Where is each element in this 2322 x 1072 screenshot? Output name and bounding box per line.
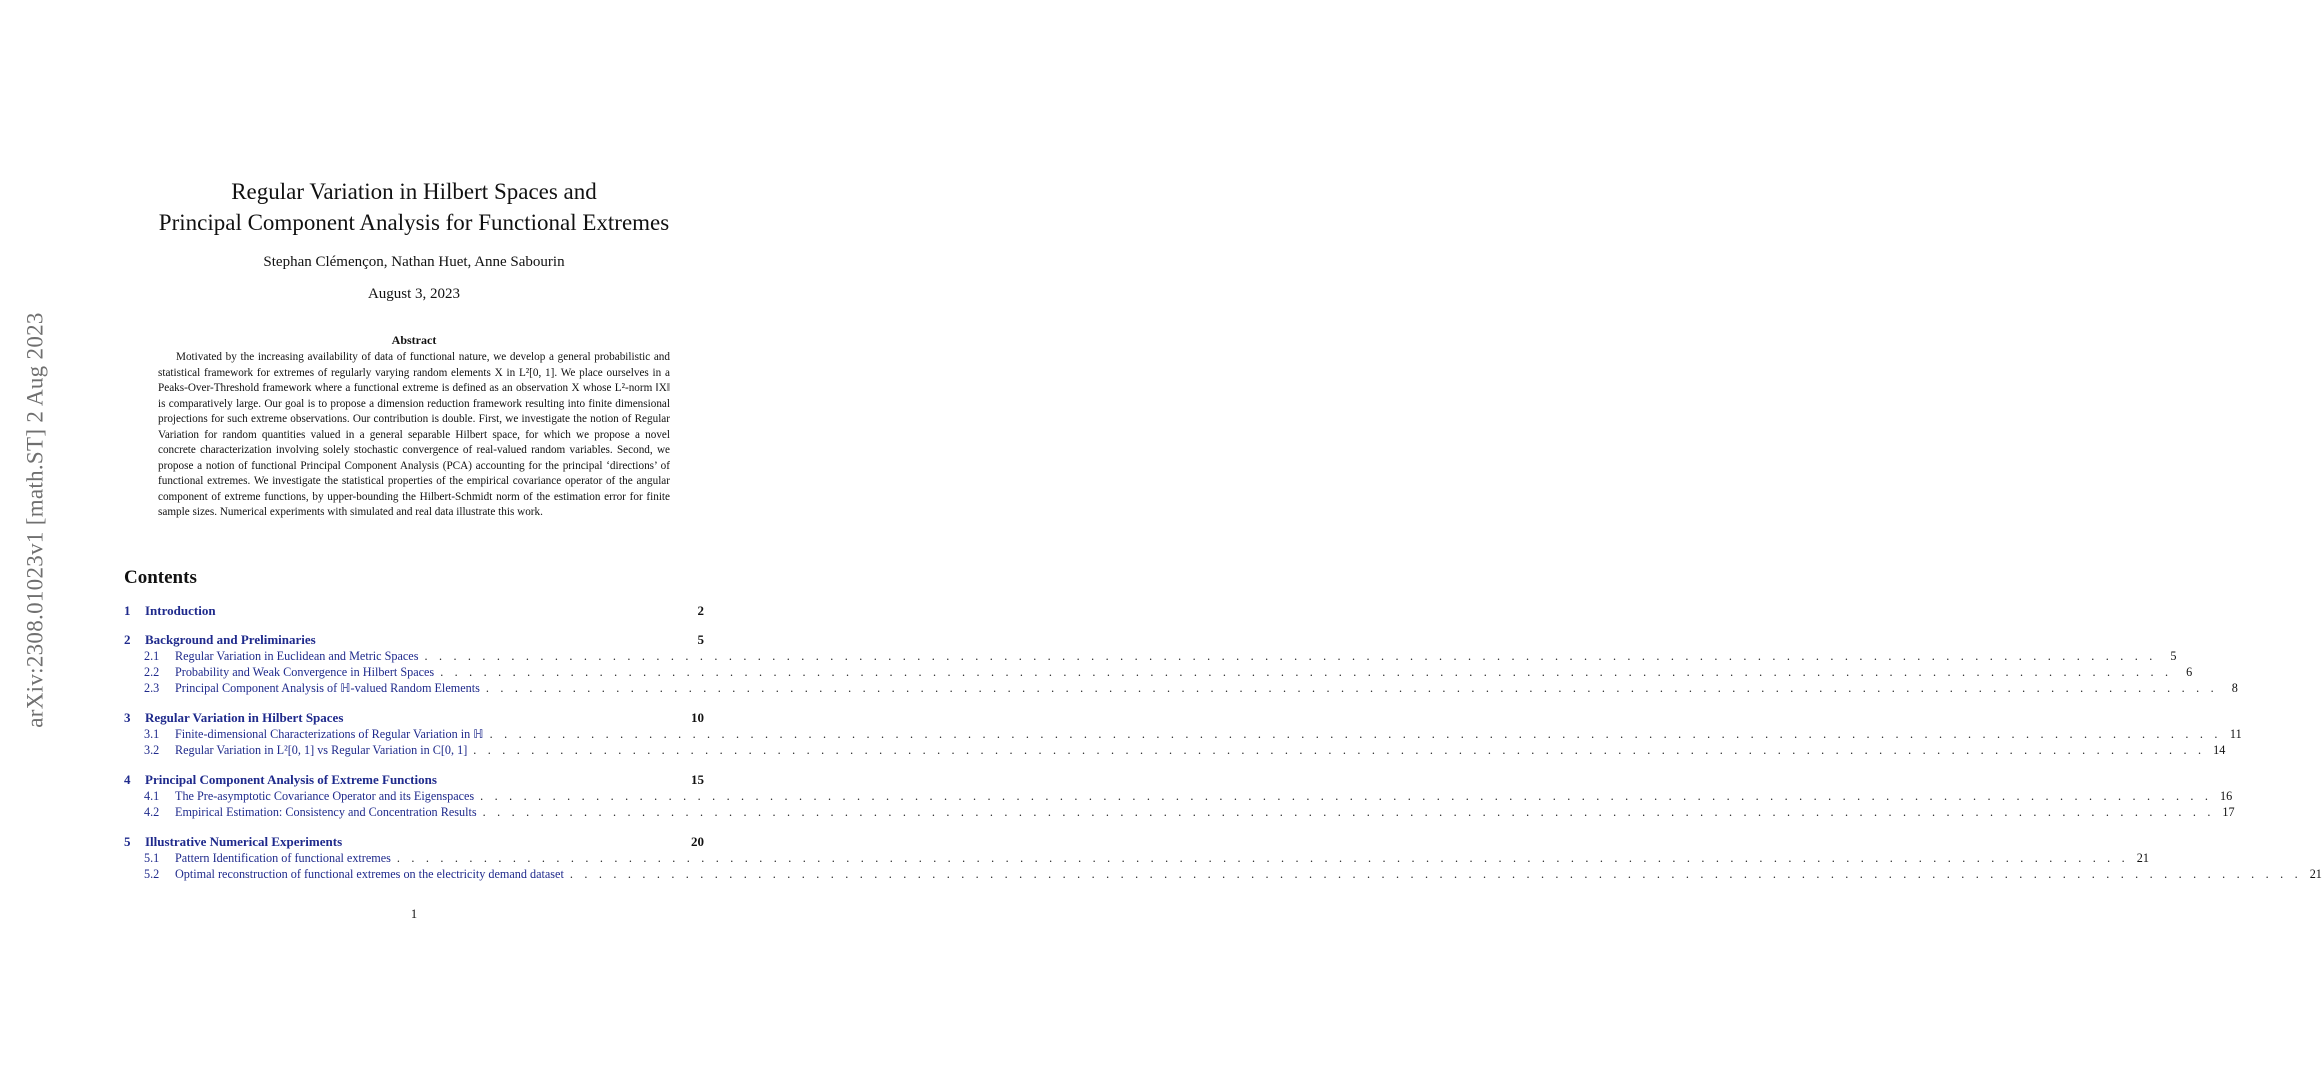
toc-entry-label[interactable]: Background and Preliminaries xyxy=(145,632,316,647)
toc-subsection-entry[interactable] xyxy=(124,665,2193,681)
page-number: 1 xyxy=(410,907,418,921)
toc-entry-number: 2.3 xyxy=(144,681,160,695)
toc-dot-leader: . . . . . . . . . . . . . . . . . . . . . . . . . . . . . . . . . . . . . . . . . . . . . . . . . . . . . . . . . . . . . . . . . . . . . . . . . . . . . . . . . . . . . . . . . . . . . . . . . . . . . . . . . . . . . . . . . . . . . . . . xyxy=(440,665,2173,679)
toc-subsection-entry[interactable] xyxy=(124,789,2233,805)
toc-section-entry[interactable] xyxy=(124,632,704,648)
toc-entry-label[interactable]: Principal Component Analysis of ℍ-valued Random Elements xyxy=(175,681,480,695)
toc-entry-page: 5 xyxy=(697,632,704,647)
paper-title xyxy=(120,176,708,238)
toc-entry-number: 2.1 xyxy=(144,649,160,663)
toc-entry-label[interactable]: Principal Component Analysis of Extreme Functions xyxy=(145,772,437,787)
toc-subsection-entry[interactable] xyxy=(124,867,2322,883)
toc-entry-number: 2.2 xyxy=(144,665,160,679)
toc-dot-leader: . . . . . . . . . . . . . . . . . . . . . . . . . . . . . . . . . . . . . . . . . . . . . . . . . . . . . . . . . . . . . . . . . . . . . . . . . . . . . . . . . . . . . . . . . . . . . . . . . . . . . . . . . . . . . . . . . . . . . . . . xyxy=(482,805,2215,819)
toc-entry-number: 4.1 xyxy=(144,789,160,803)
toc-entry-label[interactable]: Illustrative Numerical Experiments xyxy=(145,834,343,849)
toc-entry-number: 2 xyxy=(124,632,131,647)
toc-dot-leader: . . . . . . . . . . . . . . . . . . . . . . . . . . . . . . . . . . . . . . . . . . . . . . . . . . . . . . . . . . . . . . . . . . . . . . . . . . . . . . . . . . . . . . . . . . . . . . . . . . . . . . . . . . . . . . . . . . . . . . . . xyxy=(480,789,2213,803)
toc-entry-label[interactable]: Regular Variation in Hilbert Spaces xyxy=(145,710,344,725)
toc-entry-label[interactable]: Regular Variation in Euclidean and Metric Spaces xyxy=(175,649,419,663)
toc-entry-page: 5 xyxy=(2170,649,2177,663)
toc-dot-leader: . . . . . . . . . . . . . . . . . . . . . . . . . . . . . . . . . . . . . . . . . . . . . . . . . . . . . . . . . . . . . . . . . . . . . . . . . . . . . . . . . . . . . . . . . . . . . . . . . . . . . . . . . . . . . . . . . . . . . . . . xyxy=(569,867,2302,881)
toc-section-entry[interactable] xyxy=(124,772,704,788)
title-line-1: Regular Variation in Hilbert Spaces and xyxy=(231,179,597,204)
toc-subsection-entry[interactable] xyxy=(124,851,2149,867)
date: August 3, 2023 xyxy=(367,286,461,302)
toc-entry-page: 11 xyxy=(2229,727,2242,741)
toc-entry-label[interactable]: Pattern Identification of functional extremes xyxy=(175,851,391,865)
toc-entry-page: 15 xyxy=(691,772,704,787)
toc-entry-page: 21 xyxy=(2309,867,2322,881)
toc-section-entry[interactable] xyxy=(124,834,704,850)
toc-entry-number: 5 xyxy=(124,834,131,849)
toc-entry-label[interactable]: Optimal reconstruction of functional extremes on the electricity demand dataset xyxy=(175,867,564,881)
toc-subsection-entry[interactable] xyxy=(124,727,2242,743)
abstract-heading: Abstract xyxy=(391,333,437,347)
toc-entry-label[interactable]: Finite-dimensional Characterizations of Regular Variation in ℍ xyxy=(175,727,484,741)
toc-subsection-entry[interactable] xyxy=(124,805,2235,821)
toc-entry-number: 3 xyxy=(124,710,131,725)
toc-section-entry[interactable] xyxy=(124,603,704,619)
toc-subsection-entry[interactable] xyxy=(124,649,2177,665)
toc-entry-page: 20 xyxy=(691,834,704,849)
toc-entry-label[interactable]: The Pre-asymptotic Covariance Operator and its Eigenspaces xyxy=(175,789,475,803)
toc-section-entry[interactable] xyxy=(124,710,704,726)
toc-entry-page: 8 xyxy=(2231,681,2238,695)
toc-subsection-entry[interactable] xyxy=(124,681,2238,697)
abstract-text: Motivated by the increasing availability of data of functional nature, we develop a general probabilistic and statistical framework for extremes of regularly varying random elements X in L²[0, 1]. We place ourselves in a Peaks-Over-Threshold framework where a functional extreme is defined as an observation X whose L²-norm ‖X‖ is comparatively large. Our goal is to propose a dimension reduction framework resulting into finite dimensional projections for such extreme observations. Our contribution is double. First, we investigate the notion of Regular Variation for random quantities valued in a general separable Hilbert space, for which we propose a novel concrete characterization involving solely stochastic convergence of real-valued random variables. Second, we propose a notion of functional Principal Component Analysis (PCA) accounting for the principal ‘directions’ of functional extremes. We investigate the statistical properties of the empirical covariance operator of the angular component of extreme functions, by upper-bounding the Hilbert-Schmidt norm of the estimation error for finite sample sizes. Numerical experiments with simulated and real data illustrate this work. xyxy=(158,351,670,518)
toc-entry-number: 4 xyxy=(124,772,131,787)
arxiv-identifier xyxy=(16,272,56,768)
toc-entry-number: 5.2 xyxy=(144,867,160,881)
toc-entry-page: 6 xyxy=(2186,665,2193,679)
toc-entry-page: 21 xyxy=(2136,851,2149,865)
toc-dot-leader: . . . . . . . . . . . . . . . . . . . . . . . . . . . . . . . . . . . . . . . . . . . . . . . . . . . . . . . . . . . . . . . . . . . . . . . . . . . . . . . . . . . . . . . . . . . . . . . . . . . . . . . . . . . . . . . . . . . . . . . . xyxy=(485,681,2218,695)
authors: Stephan Clémençon, Nathan Huet, Anne Sabourin xyxy=(263,254,565,270)
toc-entry-label[interactable]: Probability and Weak Convergence in Hilbert Spaces xyxy=(175,665,435,679)
toc-entry-label[interactable]: Introduction xyxy=(145,603,216,618)
toc-entry-label[interactable]: Empirical Estimation: Consistency and Concentration Results xyxy=(175,805,477,819)
contents-heading: Contents xyxy=(124,567,197,588)
toc-entry-number: 3.1 xyxy=(144,727,160,741)
toc-entry-page: 2 xyxy=(697,603,704,618)
toc-entry-page: 14 xyxy=(2213,743,2226,757)
toc-entry-number: 3.2 xyxy=(144,743,160,757)
toc-entry-page: 10 xyxy=(691,710,704,725)
arxiv-identifier-text: arXiv:2308.01023v1 [math.ST] 2 Aug 2023 xyxy=(23,312,49,728)
toc-entry-label[interactable]: Regular Variation in L²[0, 1] vs Regular Variation in C[0, 1] xyxy=(175,743,468,757)
toc-dot-leader: . . . . . . . . . . . . . . . . . . . . . . . . . . . . . . . . . . . . . . . . . . . . . . . . . . . . . . . . . . . . . . . . . . . . . . . . . . . . . . . . . . . . . . . . . . . . . . . . . . . . . . . . . . . . . . . . . . . . . . . . xyxy=(396,851,2129,865)
toc-entry-page: 16 xyxy=(2220,789,2233,803)
toc-entry-number: 1 xyxy=(124,603,131,618)
toc-entry-page: 17 xyxy=(2222,805,2235,819)
toc-entry-number: 4.2 xyxy=(144,805,160,819)
toc-entry-number: 5.1 xyxy=(144,851,160,865)
toc-dot-leader: . . . . . . . . . . . . . . . . . . . . . . . . . . . . . . . . . . . . . . . . . . . . . . . . . . . . . . . . . . . . . . . . . . . . . . . . . . . . . . . . . . . . . . . . . . . . . . . . . . . . . . . . . . . . . . . . . . . . . . . . xyxy=(489,727,2222,741)
title-line-2: Principal Component Analysis for Functional Extremes xyxy=(158,210,670,235)
toc-subsection-entry[interactable] xyxy=(124,743,2226,759)
toc-dot-leader: . . . . . . . . . . . . . . . . . . . . . . . . . . . . . . . . . . . . . . . . . . . . . . . . . . . . . . . . . . . . . . . . . . . . . . . . . . . . . . . . . . . . . . . . . . . . . . . . . . . . . . . . . . . . . . . . . . . . . . . . xyxy=(473,743,2206,757)
toc-dot-leader: . . . . . . . . . . . . . . . . . . . . . . . . . . . . . . . . . . . . . . . . . . . . . . . . . . . . . . . . . . . . . . . . . . . . . . . . . . . . . . . . . . . . . . . . . . . . . . . . . . . . . . . . . . . . . . . . . . . . . . . . xyxy=(424,649,2157,663)
